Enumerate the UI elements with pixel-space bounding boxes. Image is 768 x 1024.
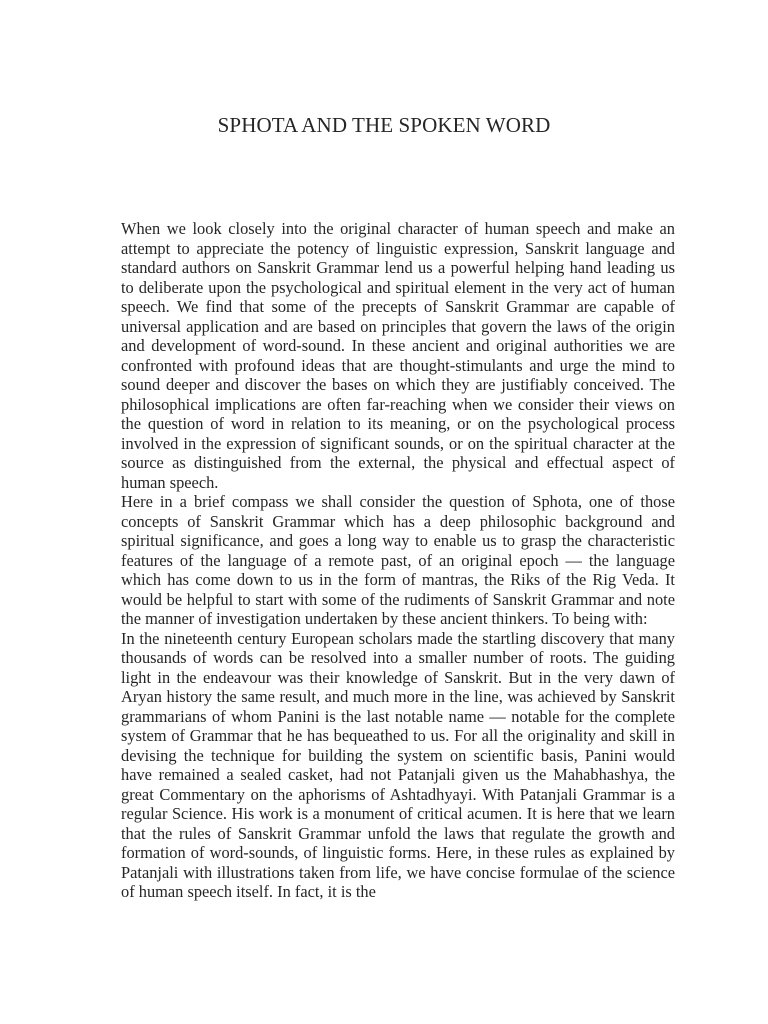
body-text <box>121 219 675 902</box>
page-title: SPHOTA AND THE SPOKEN WORD <box>217 113 551 137</box>
paragraph-3: In the nineteenth century European scholars made the startling discovery that many thousands of words can be resolved into a smaller number of roots. The guiding light in the endeavour was their knowledge of Sanskrit. But in the very dawn of Aryan history the same result, and much more in the line, was achieved by Sanskrit grammarians of whom Panini is the last notable name — notable for the complete system of Grammar that he has bequeathed to us. For all the originality and skill in devising the technique for building the system on scientific basis, Panini would have remained a sealed casket, had not Patanjali given us the Mahabhashya, the great Commentary on the aphorisms of Ashtadhyayi. With Patanjali Grammar is a regular Science. His work is a monument of critical acumen. It is here that we learn that the rules of Sanskrit Grammar unfold the laws that regulate the growth and formation of word-sounds, of linguistic forms. Here, in these rules as explained by Patanjali with illustrations taken from life, we have concise formulae of the science of human speech itself. In fact, it is the <box>121 628 675 901</box>
paragraph-2: Here in a brief compass we shall consider the question of Sphota, one of those concepts of Sanskrit Grammar which has a deep philosophic background and spiritual significance, and goes a long way to enable us to grasp the characteristic features of the language of a remote past, of an original epoch — the language which has come down to us in the form of mantras, the Riks of the Rig Veda. It would be helpful to start with some of the rudiments of Sanskrit Grammar and note the manner of investigation undertaken by these ancient thinkers. To being with: <box>121 492 675 628</box>
paragraph-1: When we look closely into the original character of human speech and make an attempt to appreciate the potency of linguistic expression, Sanskrit language and standard authors on Sanskrit Grammar lend us a powerful helping hand leading us to deliberate upon the psychological and spiritual element in the very act of human speech. We find that some of the precepts of Sanskrit Grammar are capable of universal application and are based on principles that govern the laws of the origin and development of word-sound. In these ancient and original authorities we are confronted with profound ideas that are thought-stimulants and urge the mind to sound deeper and discover the bases on which they are justifiably conceived. The philosophical implications are often far-reaching when we consider their views on the question of word in relation to its meaning, or on the psychological process involved in the expression of significant sounds, or on the spiritual character at the source as distinguished from the external, the physical and effectual aspect of human speech. <box>121 219 675 492</box>
